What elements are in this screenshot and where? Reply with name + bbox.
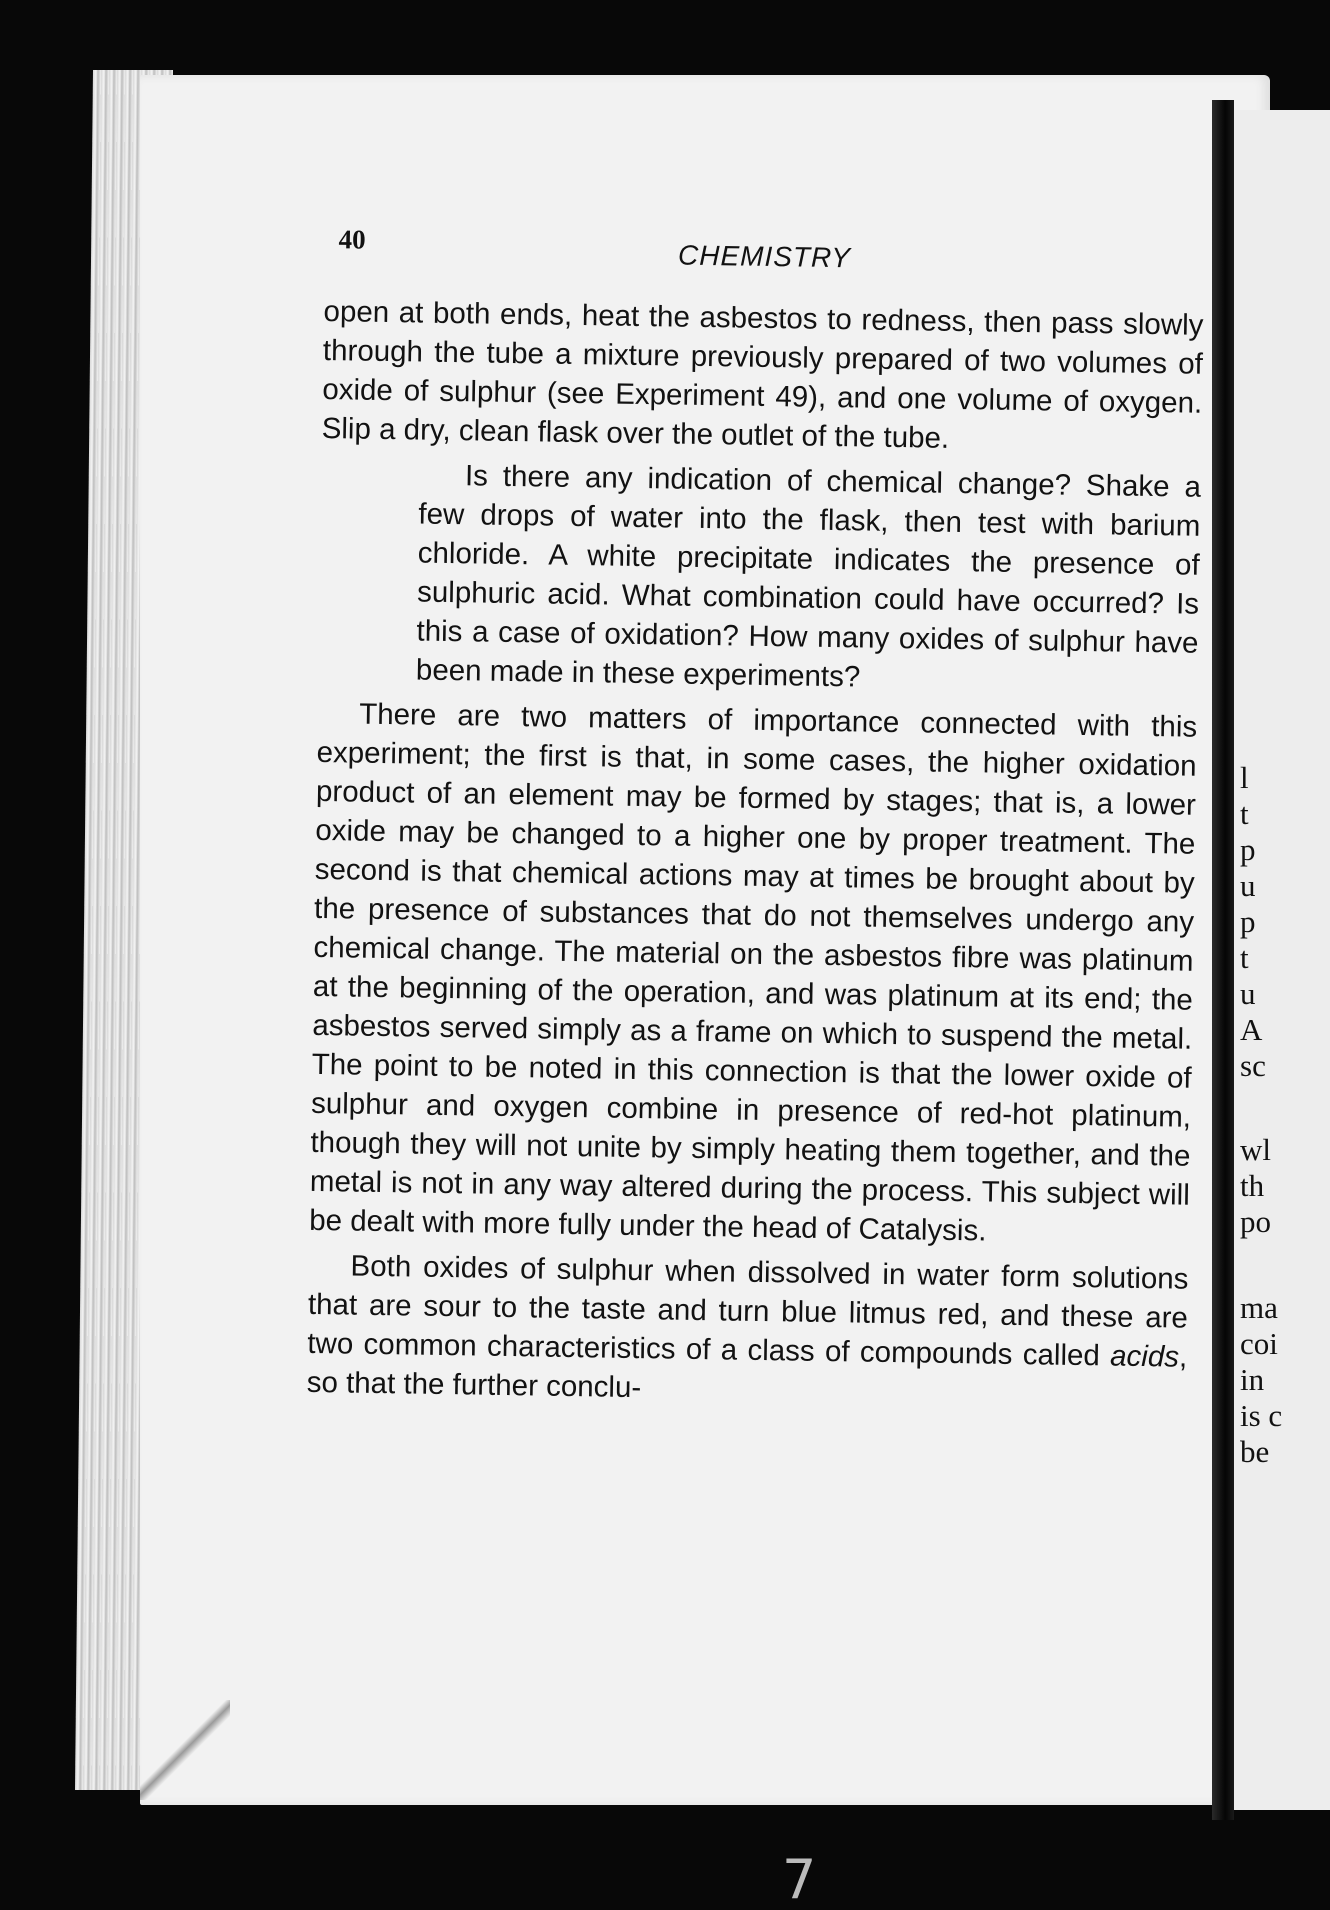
page-corner-curl xyxy=(140,1700,230,1800)
paragraph-acids-end: , so that the further conclu- xyxy=(306,1340,1188,1405)
right-page-fragment: is c xyxy=(1240,1398,1283,1433)
paragraph-two-matters: There are two matters of importance connected with this experiment; the first is that, in some cases, the higher oxidation product of an element may be formed by stages; that is, a lower oxide may be changed to a higher one by proper treatment. The second is that chemical actions may at times be brought about by the presence of substances that do not themselves undergo any chemical change. The material on the asbestos fibre was platinum at the beginning of the operation, and was platinum at its end; the asbestos served simply as a frame on which to suspend the metal. The point to be noted in this connection is that the lower oxide of sulphur and oxygen combine in presence of red-hot platinum, though they will not unite by simply heating them together, and the metal is not in any way altered during the process. This subject will be dealt with more fully under the head of Catalysis. xyxy=(309,697,1198,1248)
paragraph-experiment-questions: Is there any indication of chemical change? Shake a few drops of water into the flask, then test with barium chloride. A white precipitate indicates the presence of sulphuric acid. What combination could have occurred? Is this a case of oxidation? How many oxides of sulphur have been made in these experiments? xyxy=(415,459,1202,694)
right-page-fragment: be xyxy=(1240,1434,1270,1469)
right-page-sliver xyxy=(1234,110,1330,1810)
running-head: CHEMISTRY xyxy=(677,239,852,274)
right-page-fragment: p xyxy=(1240,904,1256,939)
paragraph-continuation: open at both ends, heat the asbestos to redness, then pass slowly through the tube a mixture previously prepared of two volumes of oxide of sulphur (see Experiment 49), and one volume of oxygen. Slip a dry, clean flask over the outlet of the tube. xyxy=(321,294,1204,455)
paragraph-acids xyxy=(306,1246,1188,1416)
bottom-handwritten-mark: 7 xyxy=(782,1848,817,1910)
right-page-fragment: u xyxy=(1240,976,1256,1011)
right-page-fragment: coi xyxy=(1240,1326,1278,1361)
right-page-fragment: ma xyxy=(1240,1290,1278,1325)
right-page-fragment: p xyxy=(1240,832,1256,867)
body-text xyxy=(306,292,1203,1422)
right-page-fragment: sc xyxy=(1240,1048,1266,1083)
right-page-fragment: in xyxy=(1240,1362,1265,1397)
right-page-fragment: u xyxy=(1240,868,1256,903)
right-page-fragment: th xyxy=(1240,1168,1265,1203)
book-gutter xyxy=(1212,100,1234,1820)
right-page-fragment: t xyxy=(1240,940,1249,975)
right-page-fragment: wl xyxy=(1240,1132,1271,1167)
paragraph-acids-start: Both oxides of sulphur when dissolved in water form solutions that are sour to the taste and turn blue litmus red, and these are two common characteristics of a class of compounds called xyxy=(307,1249,1189,1373)
right-page-fragment: t xyxy=(1240,796,1249,831)
right-page-fragment: l xyxy=(1240,760,1249,795)
page-number: 40 xyxy=(338,224,366,255)
right-page-fragment: A xyxy=(1240,1012,1263,1047)
italic-term-acids: acids xyxy=(1109,1339,1180,1374)
right-page-fragment: po xyxy=(1240,1204,1271,1239)
